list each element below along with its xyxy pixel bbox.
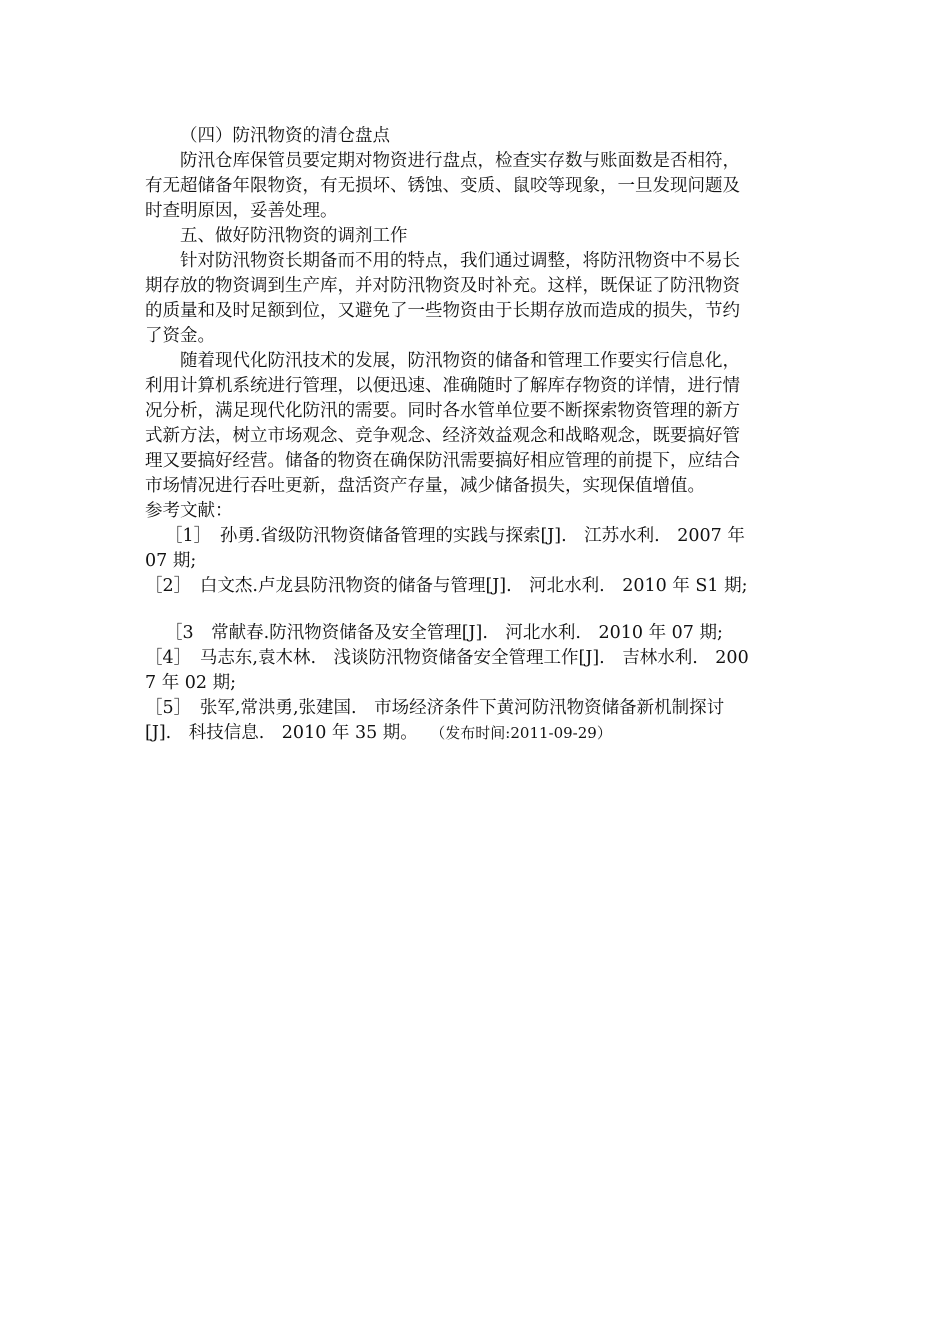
publish-time: （发布时间:2011-09-29） — [437, 724, 612, 742]
reference-3: ［3 常献春.防汛物资储备及安全管理[J]. 河北水利. 2010 年 07 期; — [165, 623, 723, 643]
reference-1: ［1］ 孙勇.省级防汛物资储备管理的实践与探索[J]. 江苏水利. 2007 年 — [165, 526, 745, 546]
conclusion-para-line: 式新方法，树立市场观念、竞争观念、经济效益观念和战略观念，既要搞好管 — [145, 426, 740, 446]
conclusion-para-line: 随着现代化防汛技术的发展，防汛物资的储备和管理工作要实行信息化， — [180, 351, 740, 371]
section5-heading: 五、做好防汛物资的调剂工作 — [180, 226, 408, 246]
conclusion-para-line: 市场情况进行吞吐更新，盘活资产存量，减少储备损失，实现保值增值。 — [145, 476, 705, 496]
reference-1-cont: 07 期; — [145, 551, 197, 571]
reference-5-cont-text: [J]. 科技信息. 2010 年 35 期。 — [145, 723, 418, 743]
section4-para-line: 时查明原因，妥善处理。 — [145, 201, 338, 221]
section4-para-line: 有无超储备年限物资，有无损坏、锈蚀、变质、鼠咬等现象，一旦发现问题及 — [145, 176, 740, 196]
conclusion-para-line: 利用计算机系统进行管理，以便迅速、准确随时了解库存物资的详情，进行情 — [145, 376, 740, 396]
reference-4: ［4］ 马志东,袁木林. 浅谈防汛物资储备安全管理工作[J]. 吉林水利. 200 — [145, 648, 749, 668]
reference-5: ［5］ 张军,常洪勇,张建国. 市场经济条件下黄河防汛物资储备新机制探讨 — [145, 698, 725, 718]
reference-2: ［2］ 白文杰.卢龙县防汛物资的储备与管理[J]. 河北水利. 2010 年 S1 期; — [145, 576, 748, 596]
section5-para-line: 期存放的物资调到生产库，并对防汛物资及时补充。这样，既保证了防汛物资 — [145, 276, 740, 296]
section5-para-line: 针对防汛物资长期备而不用的特点，我们通过调整，将防汛物资中不易长 — [180, 251, 740, 271]
conclusion-para-line: 理又要搞好经营。储备的物资在确保防汛需要搞好相应管理的前提下，应结合 — [145, 451, 740, 471]
section4-heading: （四）防汛物资的清仓盘点 — [180, 126, 390, 146]
section5-para-line: 的质量和及时足额到位，又避免了一些物资由于长期存放而造成的损失，节约 — [145, 301, 740, 321]
conclusion-para-line: 况分析，满足现代化防汛的需要。同时各水管单位要不断探索物资管理的新方 — [145, 401, 740, 421]
references-heading: 参考文献： — [145, 501, 233, 521]
reference-4-cont: 7 年 02 期; — [145, 673, 236, 693]
section4-para-line: 防汛仓库保管员要定期对物资进行盘点，检查实存数与账面数是否相符， — [180, 151, 740, 171]
section5-para-line: 了资金。 — [145, 326, 215, 346]
reference-5-cont — [145, 721, 810, 746]
spacer — [145, 599, 810, 621]
document-body — [145, 124, 810, 746]
